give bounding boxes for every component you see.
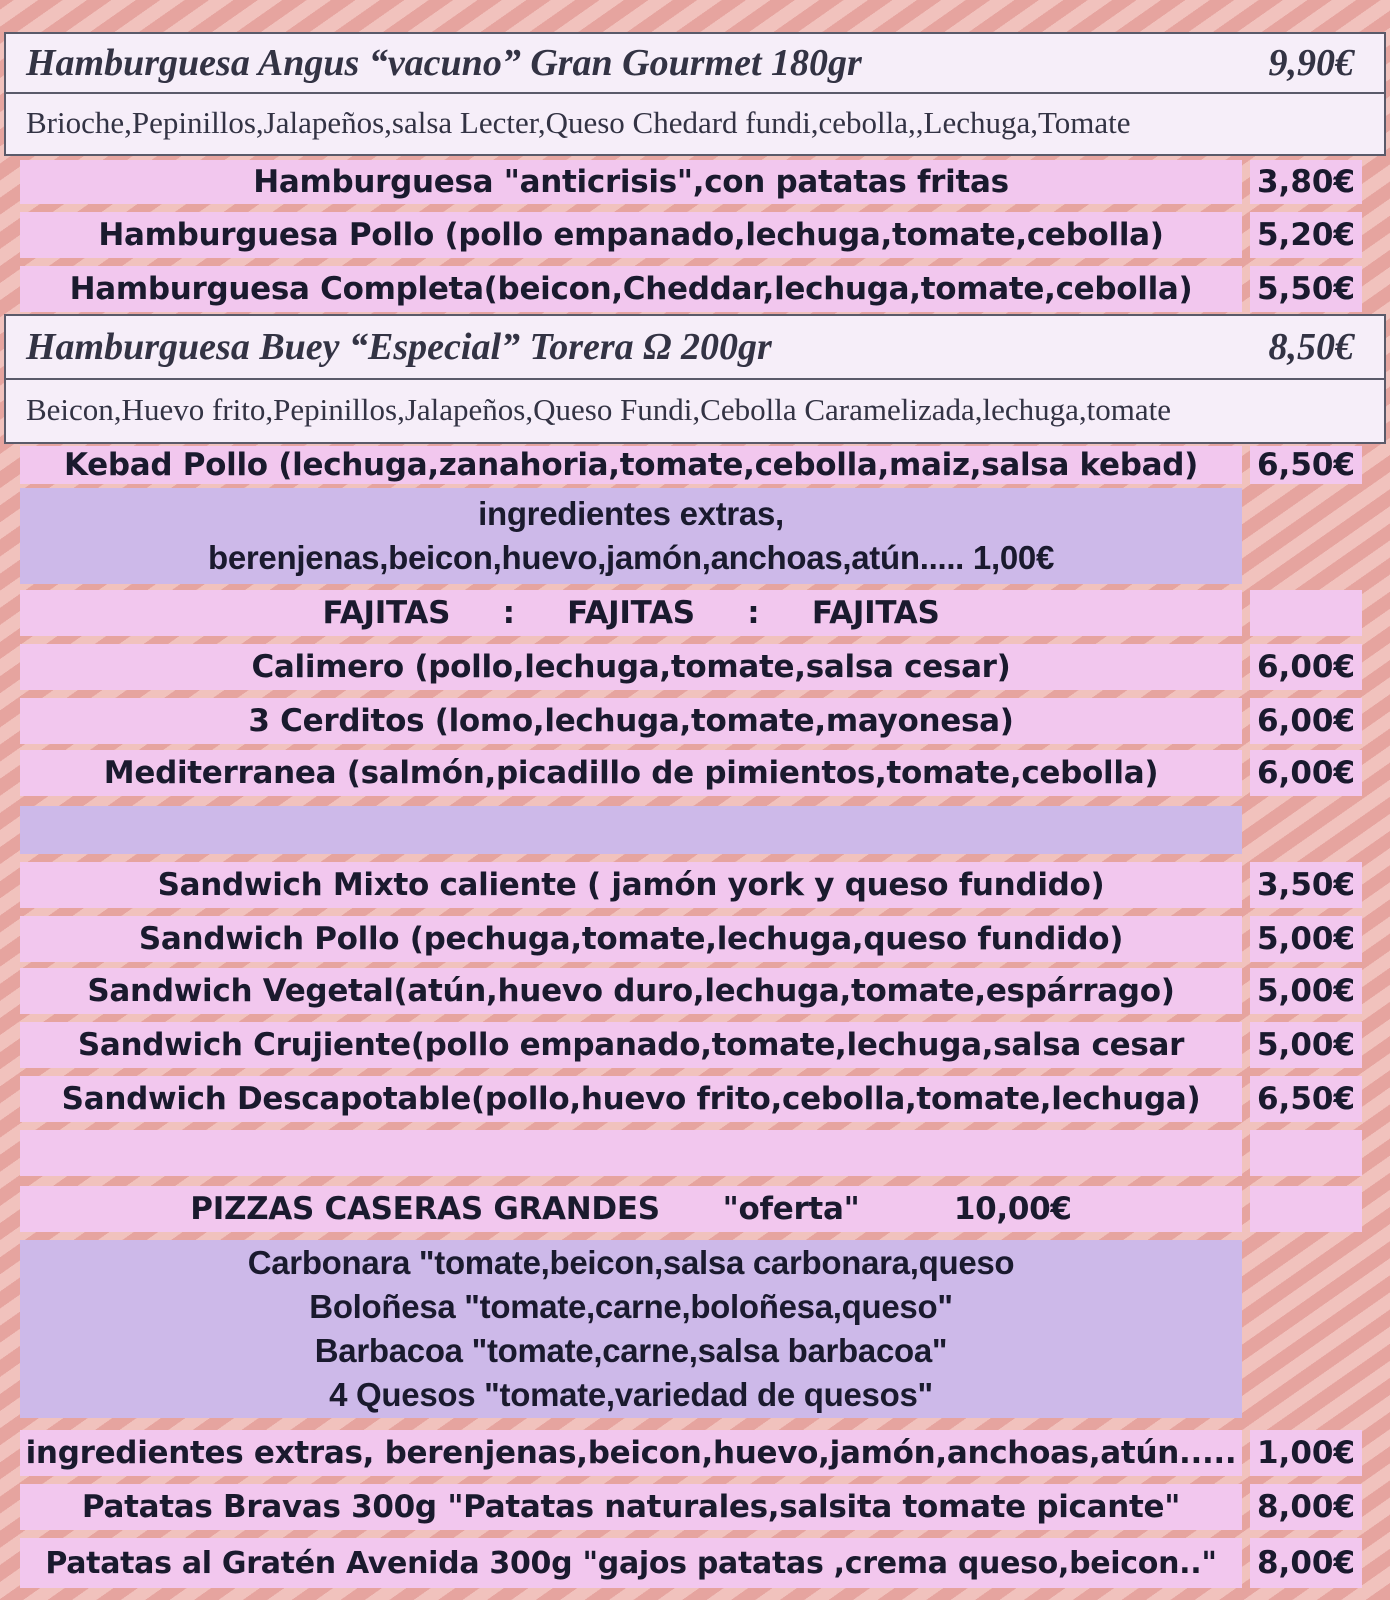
fajitas-header: FAJITAS : FAJITAS : FAJITAS: [20, 590, 1242, 636]
gourmet-burger-price: 8,50€: [1268, 326, 1354, 368]
menu-item-label: Sandwich Crujiente(pollo empanado,tomate,lechuga,salsa cesar: [20, 1022, 1242, 1068]
empty-price-cell: [1250, 1130, 1362, 1176]
menu-item-price: 8,00€: [1250, 1484, 1362, 1530]
menu-item-price: 6,50€: [1250, 1076, 1362, 1122]
menu-item-price: 6,00€: [1250, 644, 1362, 690]
menu-item-label: Kebad Pollo (lechuga,zanahoria,tomate,cebolla,maiz,salsa kebad): [20, 446, 1242, 484]
menu-item-label: Hamburguesa Pollo (pollo empanado,lechuga,tomate,cebolla): [20, 212, 1242, 258]
menu-item-price: 3,50€: [1250, 862, 1362, 908]
menu-item-price: 6,00€: [1250, 698, 1362, 744]
menu-item-label: Sandwich Descapotable(pollo,huevo frito,cebolla,tomate,lechuga): [20, 1076, 1242, 1122]
menu-item-price: 5,00€: [1250, 1022, 1362, 1068]
empty-price-cell: [1250, 590, 1362, 636]
pizza-item: Barbacoa "tomate,carne,salsa barbacoa": [314, 1332, 948, 1369]
menu-item-label: Hamburguesa "anticrisis",con patatas fritas: [20, 160, 1242, 204]
gourmet-burger-description: Beicon,Huevo frito,Pepinillos,Jalapeños,Queso Fundi,Cebolla Caramelizada,lechuga,tomate: [6, 378, 1384, 440]
pizzas-header: PIZZAS CASERAS GRANDES "oferta" 10,00€: [20, 1186, 1242, 1232]
pizza-item: Boloñesa "tomate,carne,boloñesa,queso": [309, 1288, 953, 1325]
menu-item-label: Sandwich Pollo (pechuga,tomate,lechuga,queso fundido): [20, 916, 1242, 962]
menu-item-label: Sandwich Mixto caliente ( jamón york y queso fundido): [20, 862, 1242, 908]
menu-item-price: 1,00€: [1250, 1430, 1362, 1476]
empty-row: [20, 1130, 1242, 1176]
pizza-list: [20, 1240, 1242, 1418]
pizza-item: Carbonara "tomate,beicon,salsa carbonara,queso: [247, 1244, 1015, 1281]
menu-item-label: ingredientes extras, berenjenas,beicon,huevo,jamón,anchoas,atún.....: [20, 1430, 1242, 1476]
empty-price-cell: [1250, 1186, 1362, 1232]
extras-line-1: ingredientes extras,: [478, 495, 784, 532]
menu-item-price: 5,50€: [1250, 266, 1362, 312]
gourmet-burger-card-1: [4, 32, 1386, 156]
extras-block: [20, 488, 1242, 584]
menu-item-price: 6,50€: [1250, 446, 1362, 484]
gourmet-burger-price: 9,90€: [1268, 42, 1354, 84]
menu-item-price: 3,80€: [1250, 160, 1362, 204]
menu-item-label: 3 Cerditos (lomo,lechuga,tomate,mayonesa): [20, 698, 1242, 744]
menu-item-label: Patatas Bravas 300g "Patatas naturales,salsita tomate picante": [20, 1484, 1242, 1530]
menu-item-label: Mediterranea (salmón,picadillo de pimientos,tomate,cebolla): [20, 750, 1242, 796]
gourmet-burger-title: Hamburguesa Angus “vacuno” Gran Gourmet 180gr: [26, 42, 862, 84]
menu-item-label: Calimero (pollo,lechuga,tomate,salsa cesar): [20, 644, 1242, 690]
gourmet-burger-title-row: [6, 34, 1384, 92]
gourmet-burger-title-row: [6, 316, 1384, 378]
empty-row: [20, 806, 1242, 854]
menu-item-label: Hamburguesa Completa(beicon,Cheddar,lechuga,tomate,cebolla): [20, 266, 1242, 312]
menu-item-label: Sandwich Vegetal(atún,huevo duro,lechuga,tomate,espárrago): [20, 968, 1242, 1014]
menu-item-price: 5,20€: [1250, 212, 1362, 258]
pizza-item: 4 Quesos "tomate,variedad de quesos": [329, 1376, 933, 1413]
extras-line-2: berenjenas,beicon,huevo,jamón,anchoas,atún..... 1,00€: [207, 539, 1055, 576]
menu-item-price: 8,00€: [1250, 1538, 1362, 1588]
gourmet-burger-card-2: [4, 314, 1386, 444]
menu-item-price: 5,00€: [1250, 916, 1362, 962]
gourmet-burger-description: Brioche,Pepinillos,Jalapeños,salsa Lecter,Queso Chedard fundi,cebolla,,Lechuga,Tomate: [6, 92, 1384, 152]
menu-item-label: Patatas al Gratén Avenida 300g "gajos patatas ,crema queso,beicon..": [20, 1538, 1242, 1588]
gourmet-burger-title: Hamburguesa Buey “Especial” Torera Ω 200gr: [26, 326, 772, 368]
menu-item-price: 5,00€: [1250, 968, 1362, 1014]
menu-item-price: 6,00€: [1250, 750, 1362, 796]
